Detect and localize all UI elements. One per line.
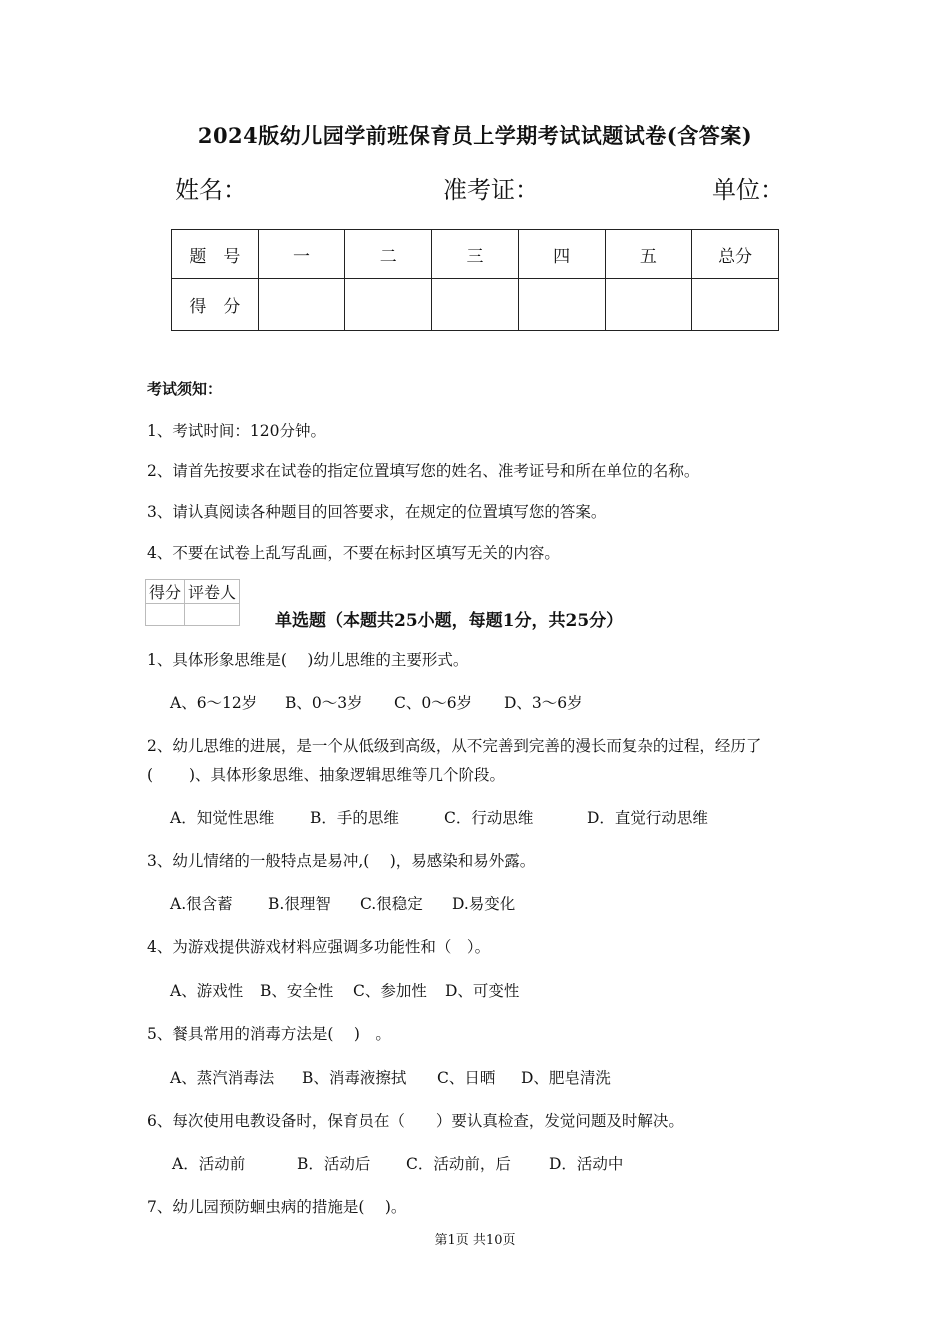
question-option: A、游戏性 (170, 982, 244, 1000)
score-table (171, 229, 779, 331)
question-option: B．活动后 (297, 1155, 371, 1173)
unit-label: 单位： (712, 176, 784, 204)
question-option: D、肥皂清洗 (521, 1069, 611, 1087)
score-header-cell: 四 (518, 230, 605, 279)
score-cell (345, 279, 432, 331)
score-cell (692, 279, 779, 331)
question-option: C、日晒 (437, 1069, 496, 1087)
notice-item: 2、请首先按要求在试卷的指定位置填写您的姓名、准考证号和所在单位的名称。 (147, 462, 700, 480)
question-option: B、安全性 (260, 982, 334, 1000)
question-stem: 3、幼儿情绪的一般特点是易冲,( )，易感染和易外露。 (147, 852, 536, 870)
name-label: 姓名： (175, 176, 247, 204)
question-option: B．手的思维 (310, 809, 399, 827)
question-option: A．活动前 (172, 1155, 246, 1173)
notice-item: 3、请认真阅读各种题目的回答要求，在规定的位置填写您的答案。 (147, 503, 607, 521)
question-option: D、可变性 (445, 982, 520, 1000)
question-option: C．活动前，后 (406, 1155, 511, 1173)
question-option: B.很理智 (268, 895, 331, 913)
question-option: B、0～3岁 (285, 694, 363, 712)
question-option: D．活动中 (549, 1155, 624, 1173)
question-option: B、消毒液擦拭 (302, 1069, 407, 1087)
question-option: D．直觉行动思维 (587, 809, 708, 827)
question-stem: 7、幼儿园预防蛔虫病的措施是( )。 (147, 1198, 407, 1216)
score-table-header-row (172, 230, 779, 279)
question-option: A、蒸汽消毒法 (170, 1069, 275, 1087)
score-cell (432, 279, 519, 331)
question-option: C．行动思维 (444, 809, 534, 827)
question-stem: 2、幼儿思维的进展，是一个从低级到高级，从不完善到完善的漫长而复杂的过程，经历了 (147, 737, 762, 755)
score-row-label: 得 分 (172, 279, 259, 331)
grader-reviewer-label: 评卷人 (185, 580, 240, 604)
score-cell (605, 279, 692, 331)
score-cell (518, 279, 605, 331)
score-header-cell: 一 (258, 230, 345, 279)
notice-item: 4、不要在试卷上乱写乱画，不要在标封区填写无关的内容。 (147, 544, 560, 562)
question-stem: 5、餐具常用的消毒方法是( ) 。 (147, 1025, 391, 1043)
grader-score-label: 得分 (146, 580, 185, 604)
exam-title: 2024版幼儿园学前班保育员上学期考试试题试卷(含答案) (197, 123, 753, 148)
notice-title: 考试须知： (147, 380, 223, 398)
section-title: 单选题（本题共25小题，每题1分，共25分） (275, 611, 624, 631)
grader-reviewer-cell (185, 604, 240, 626)
score-header-cell: 五 (605, 230, 692, 279)
question-option: C、参加性 (353, 982, 427, 1000)
grader-table (145, 579, 240, 626)
grader-score-cell (146, 604, 185, 626)
question-stem-continued: ( )、具体形象思维、抽象逻辑思维等几个阶段。 (147, 766, 506, 784)
question-stem: 4、为游戏提供游戏材料应强调多功能性和（ ）。 (147, 938, 491, 956)
score-cell (258, 279, 345, 331)
notice-item: 1、考试时间：120分钟。 (147, 422, 326, 440)
page-footer: 第1页 共10页 (434, 1233, 516, 1248)
exam-id-label: 准考证： (443, 176, 539, 204)
score-header-cell: 二 (345, 230, 432, 279)
question-stem: 1、具体形象思维是( )幼儿思维的主要形式。 (147, 651, 469, 669)
question-option: D.易变化 (452, 895, 516, 913)
question-stem: 6、每次使用电教设备时，保育员在（ ）要认真检查，发觉问题及时解决。 (147, 1112, 684, 1130)
question-option: A、6～12岁 (170, 694, 258, 712)
question-option: A.很含蓄 (170, 895, 233, 913)
score-header-cell: 题 号 (172, 230, 259, 279)
question-option: C、0～6岁 (394, 694, 473, 712)
question-option: C.很稳定 (360, 895, 423, 913)
score-header-cell: 三 (432, 230, 519, 279)
score-header-cell: 总分 (692, 230, 779, 279)
question-option: D、3～6岁 (504, 694, 583, 712)
question-option: A．知觉性思维 (170, 809, 275, 827)
score-table-score-row (172, 279, 779, 331)
